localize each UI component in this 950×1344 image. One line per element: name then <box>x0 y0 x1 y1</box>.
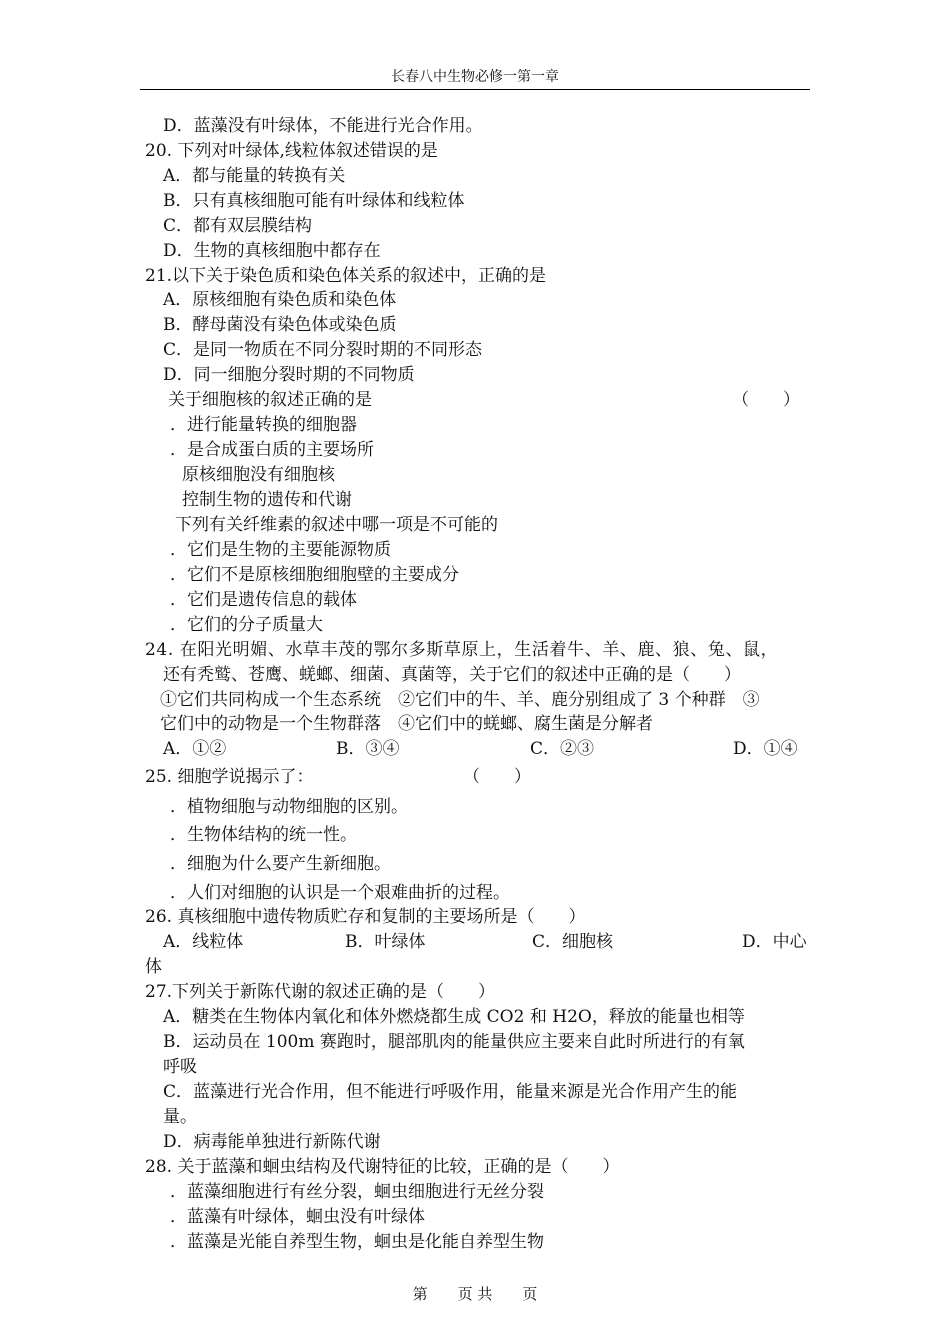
q22-option-b: ．是合成蛋白质的主要场所 <box>170 440 374 460</box>
q23-option-b: ．它们不是原核细胞细胞壁的主要成分 <box>170 565 459 585</box>
q21-option-d: D．同一细胞分裂时期的不同物质 <box>163 365 415 385</box>
q21-option-b: B．酵母菌没有染色体或染色质 <box>163 315 397 335</box>
q25-option-d: ．人们对细胞的认识是一个艰难曲折的过程。 <box>170 883 510 903</box>
q26-stem: 26. 真核细胞中遗传物质贮存和复制的主要场所是（ ） <box>145 907 586 927</box>
q25-option-a: ．植物细胞与动物细胞的区别。 <box>170 797 408 817</box>
q24-option-a: A．①② <box>163 739 227 759</box>
q27-option-a: A．糖类在生物体内氧化和体外燃烧都生成 CO2 和 H2O，释放的能量也相等 <box>163 1007 745 1027</box>
q26-option-b: B．叶绿体 <box>345 932 426 952</box>
q23-stem: 下列有关纤维素的叙述中哪一项是不可能的 <box>175 515 498 535</box>
q28-stem: 28. 关于蓝藻和蛔虫结构及代谢特征的比较，正确的是（ ） <box>145 1157 620 1177</box>
q25-option-b: ．生物体结构的统一性。 <box>170 825 357 845</box>
q22-option-d: 控制生物的遗传和代谢 <box>182 490 352 510</box>
q26-option-d: D．中心 <box>742 932 807 952</box>
q22-option-a: ．进行能量转换的细胞器 <box>170 415 357 435</box>
q26-option-d-wrap: 体 <box>145 957 162 977</box>
q21-option-a: A．原核细胞有染色质和染色体 <box>163 290 397 310</box>
q26-option-a: A．线粒体 <box>163 932 244 952</box>
q24-stem-line1: 24. 在阳光明媚、水草丰茂的鄂尔多斯草原上，生活着牛、羊、鹿、狼、兔、鼠， <box>145 640 779 660</box>
q27-stem: 27.下列关于新陈代谢的叙述正确的是（ ） <box>145 982 496 1002</box>
q23-option-c: ．它们是遗传信息的载体 <box>170 590 357 610</box>
q27-option-b-wrap: 呼吸 <box>163 1057 197 1077</box>
q27-option-b: B．运动员在 100m 赛跑时，腿部肌肉的能量供应主要来自此时所进行的有氧 <box>163 1032 745 1052</box>
q20-option-b: B．只有真核细胞可能有叶绿体和线粒体 <box>163 191 465 211</box>
q20-option-d: D．生物的真核细胞中都存在 <box>163 241 381 261</box>
q28-option-c: ．蓝藻是光能自养型生物，蛔虫是化能自养型生物 <box>170 1232 544 1252</box>
page-header: 长春八中生物必修一第一章 <box>140 66 810 90</box>
q28-option-a: ．蓝藻细胞进行有丝分裂，蛔虫细胞进行无丝分裂 <box>170 1182 544 1202</box>
q21-stem: 21.以下关于染色质和染色体关系的叙述中，正确的是 <box>145 266 547 286</box>
q27-option-c-wrap: 量。 <box>163 1107 197 1127</box>
q25-option-c: ．细胞为什么要产生新细胞。 <box>170 854 391 874</box>
q26-option-c: C．细胞核 <box>532 932 614 952</box>
q20-option-c: C．都有双层膜结构 <box>163 216 313 236</box>
q24-option-b: B．③④ <box>336 739 400 759</box>
q20-option-a: A．都与能量的转换有关 <box>163 166 346 186</box>
q20-stem: 20. 下列对叶绿体,线粒体叙述错误的是 <box>145 141 438 161</box>
q25-stem: 25. 细胞学说揭示了： <box>145 767 314 787</box>
q21-option-c: C．是同一物质在不同分裂时期的不同形态 <box>163 340 483 360</box>
q25-answer-paren: （ ） <box>463 767 531 787</box>
q23-option-a: ．它们是生物的主要能源物质 <box>170 540 391 560</box>
q19-option-d: D．蓝藻没有叶绿体，不能进行光合作用。 <box>163 116 483 136</box>
q27-option-d: D．病毒能单独进行新陈代谢 <box>163 1132 381 1152</box>
q23-option-d: ．它们的分子质量大 <box>170 615 323 635</box>
page-footer: 第 页 共 页 <box>412 1285 538 1303</box>
q27-option-c: C．蓝藻进行光合作用，但不能进行呼吸作用，能量来源是光合作用产生的能 <box>163 1082 738 1102</box>
q22-stem: 关于细胞核的叙述正确的是 <box>168 390 372 410</box>
q22-option-c: 原核细胞没有细胞核 <box>182 465 335 485</box>
q28-option-b: ．蓝藻有叶绿体，蛔虫没有叶绿体 <box>170 1207 425 1227</box>
q24-statements-line1: ①它们共同构成一个生态系统 ②它们中的牛、羊、鹿分别组成了 3 个种群 ③ <box>160 690 760 710</box>
q24-statements-line2: 它们中的动物是一个生物群落 ④它们中的蜣螂、腐生菌是分解者 <box>160 714 653 734</box>
q24-option-c: C．②③ <box>530 739 595 759</box>
q24-option-d: D．①④ <box>733 739 798 759</box>
q24-stem-line2: 还有秃鹫、苍鹰、蜣螂、细菌、真菌等，关于它们的叙述中正确的是（ ） <box>163 665 741 685</box>
q22-answer-paren: （ ） <box>732 390 800 410</box>
